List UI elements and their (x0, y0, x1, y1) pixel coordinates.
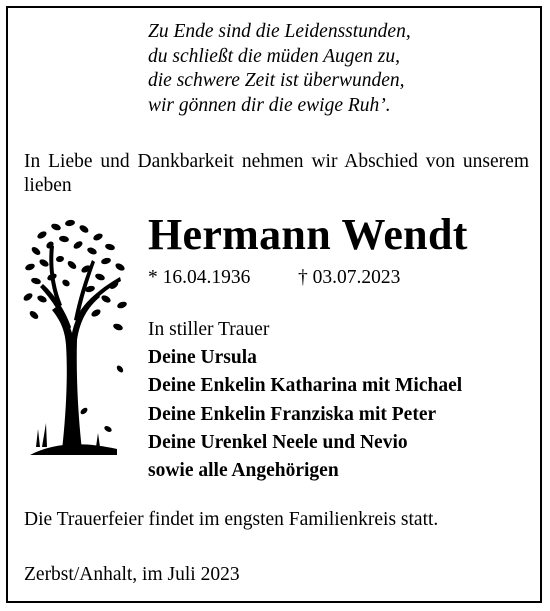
mourner-name: Deine Urenkel Neele und Nevio (148, 431, 408, 453)
service-note: Die Trauerfeier findet im engsten Familienkreis statt. (24, 509, 439, 530)
place-date: Zerbst/Anhalt, im Juli 2023 (24, 564, 240, 585)
mourners-block (148, 316, 528, 485)
tree-silhouette-icon (22, 215, 134, 465)
death-date: † 03.07.2023 (298, 267, 401, 288)
intro-text: In Liebe und Dankbarkeit nehmen wir Abschied von unserem lieben (24, 151, 529, 196)
poem-line: du schließt die müden Augen zu, (148, 45, 401, 67)
birth-date: * 16.04.1936 (148, 267, 251, 288)
mourner-name: Deine Ursula (148, 347, 257, 369)
mourner-name: Deine Enkelin Franziska mit Peter (148, 403, 437, 425)
mourner-name: Deine Enkelin Katharina mit Michael (148, 375, 463, 397)
poem-line: die schwere Zeit ist überwunden, (148, 70, 405, 92)
deceased-name: Hermann Wendt (148, 210, 468, 259)
mourner-name: sowie alle Angehörigen (148, 460, 339, 482)
poem-line: wir gönnen dir die ewige Ruh’. (148, 94, 391, 116)
mourners-heading: In stiller Trauer (148, 319, 270, 340)
poem-line: Zu Ende sind die Leidensstunden, (148, 21, 411, 42)
poem (148, 20, 528, 118)
